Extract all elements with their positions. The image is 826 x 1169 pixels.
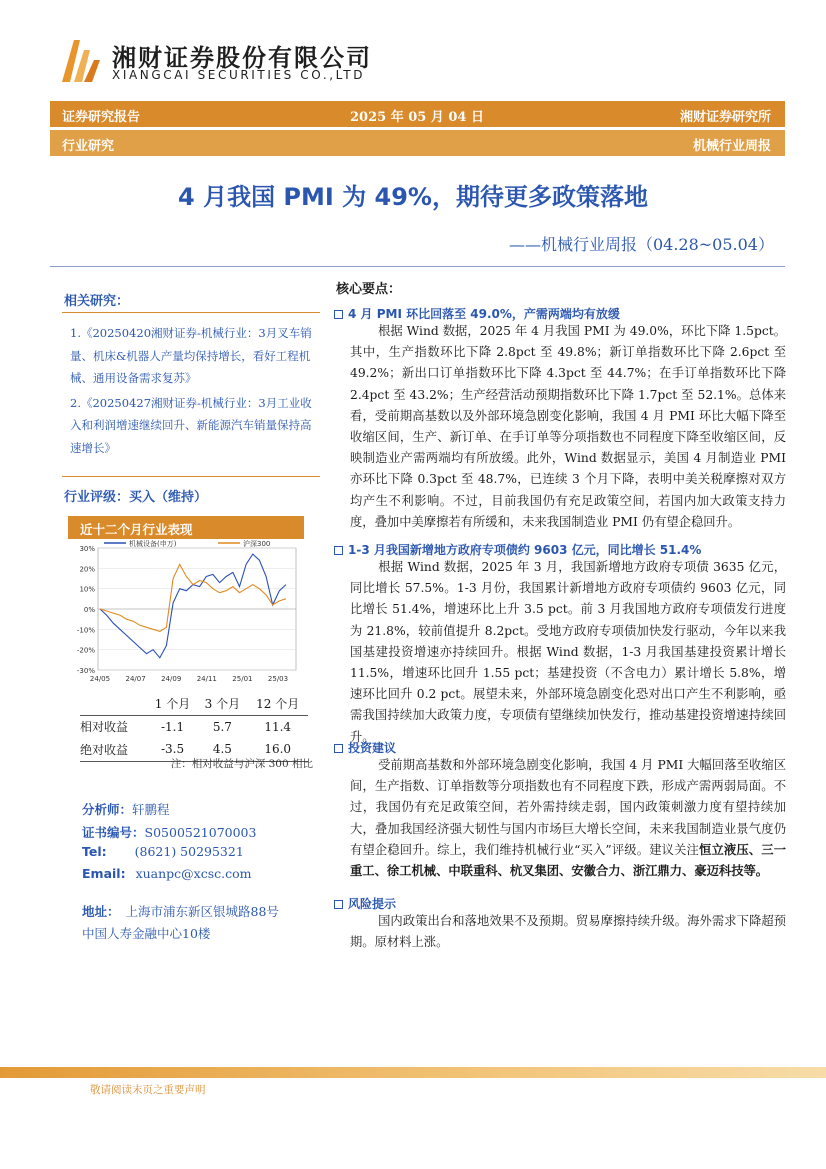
header-band-bottom [50, 130, 785, 156]
footer-disclaimer: 敬请阅读末页之重要声明 [90, 1084, 206, 1096]
chart-y-tick: 30% [79, 545, 95, 553]
report-date: 2025 年 05 月 04 日 [350, 110, 484, 125]
related-research-heading: 相关研究： [64, 294, 130, 309]
performance-chart [68, 540, 304, 688]
checkbox-bullet-icon [334, 744, 343, 753]
related-research-list [70, 322, 318, 461]
table-cell: -1.1 [160, 719, 185, 734]
table-cell: -3.5 [148, 738, 198, 761]
analyst-tel-label: Tel: [82, 844, 107, 859]
address-label: 地址： [82, 904, 120, 919]
chart-x-tick: 25/01 [232, 675, 253, 683]
key-points-heading: 核心要点： [336, 282, 402, 297]
page-subtitle: ——机械行业周报（04.28~05.04） [508, 235, 774, 254]
address-line-1: 上海市浦东新区银城路88号 [125, 904, 279, 919]
analyst-cert: S0500521070003 [144, 825, 257, 840]
analyst-tel-line [82, 844, 244, 859]
chart-y-tick: 10% [79, 585, 95, 594]
section-bond-body [350, 557, 786, 748]
chart-panel-title: 近十二个月行业表现 [68, 516, 304, 539]
recommended-stocks: 恒立液压、三一重工、徐工机械、中联重科、杭叉集团、安徽合力、浙江鼎力、豪迈科技等。 [350, 842, 786, 879]
company-name-en: XIANGCAI SECURITIES CO.,LTD [112, 68, 366, 82]
chart-y-tick: -10% [76, 626, 95, 635]
performance-note: 注：相对收益与沪深 300 相比 [170, 758, 313, 770]
institute-name: 湘财证券研究所 [679, 110, 771, 125]
checkbox-bullet-icon [334, 900, 343, 909]
address-line-2: 中国人寿金融中心10楼 [82, 926, 211, 941]
report-type: 证券研究报告 [62, 110, 141, 125]
section-pmi-title: 4 月 PMI 环比回落至 49.0%，产需两端均有放缓 [348, 307, 620, 321]
section-pmi-body [350, 321, 786, 533]
industry-rating: 行业评级：买入（维持） [64, 490, 208, 505]
related-item[interactable]: 1.《20250420湘财证券-机械行业：3月叉车销量、机床&机器人产量均保持增长，看好工程机械、通用设备需求复苏》 [70, 326, 312, 385]
table-cell: 11.4 [264, 719, 292, 734]
section-pmi-heading [334, 305, 620, 322]
chart-series-line [100, 554, 286, 658]
table-header-cell: 12 个月 [247, 692, 308, 715]
report-series: 机械行业周报 [692, 139, 771, 154]
chart-y-tick: 20% [79, 565, 95, 574]
section-risk-body [350, 911, 786, 953]
section-pmi-text: 根据 Wind 数据，2025 年 4 月我国 PMI 为 49.0%，环比下降 1.5pct。其中，生产指数环比下降 2.8pct 至 49.8%；新订单指数环比下降 2.6pct 至 49.2%；新出口订单指数环比下降 4.3pct 至 44.7%；在手订单指数环比下降 2.4pct 至 43.2%；生产经营活动预期指数环比下降 1.7pct 至 52.1%。总体来看，受前期高基数以及外部环境急剧变化影响，我国 4 月 PMI 环比大幅下降至收缩区间，生产、新订单、在手订单等分项指数也不同程度下降至收缩区间，反映制造业产需两端均有所放缓。此外，Wind 数据显示，美国 4 月制造业 PMI 亦环比下降 0.3pct 至 48.7%，已连续 3 个月下降，表明中美关税摩擦对双方均产生不利影响。不过，目前我国仍有充足政策空间，若国内加大政策支持力度，叠加中美摩擦若有所缓和，未来我国制造业 PMI 仍有望企稳回升。 [350, 324, 786, 529]
row-label: 绝对收益 [80, 738, 148, 761]
table-cell: 4.5 [197, 738, 247, 761]
section-bond-text: 根据 Wind 数据，2025 年 3 月，我国新增地方政府专项债 3635 亿元，同比增长 57.5%。1-3 月份，我国累计新增地方政府专项债约 9603 亿元，同比增长 51.4%，增速环比上升 3.5 pct。前 3 月我国地方政府专项债发行进度为 21.8%，较前值提升 8.2pct。受地方政府专项债加快发行驱动，今年以来我国基建投资增速亦持续回升。根据 Wind 数据，1-3 月我国基建投资累计增长 11.5%，增速环比回升 1.55 pct；基建投资（不含电力）累计增长 5.8%，增速环比回升 0.2 pct。展望未来，外部环境急剧变化恐对出口产生不利影响，亟需我国持续加大政策力度，专项债有望继续加快发行，推动基建投资增速持续回升。 [350, 560, 786, 744]
page-title: 4 月我国 PMI 为 49%，期待更多政策落地 [178, 183, 648, 211]
chart-x-tick: 24/09 [161, 675, 182, 683]
section-risk-heading [334, 895, 396, 912]
chart-series-line [100, 564, 286, 631]
report-category: 行业研究 [62, 139, 115, 154]
table-header-cell: 3 个月 [197, 692, 247, 715]
analyst-cert-line [82, 823, 256, 841]
section-advice-text: 受前期高基数和外部环境急剧变化影响，我国 4 月 PMI 大幅回落至收缩区间，生产指数、订单指数等分项指数也有不同程度下跌，形成产需两弱局面。不过，我国仍有充足政策空间，若外需持续走弱，国内政策刺激力度有望持续加大，叠加我国经济强大韧性与国内市场巨大增长空间，未来我国制造业景气度仍有望企稳回升。综上，我们维持机械行业“买入”评级。建议关注 [350, 758, 786, 857]
section-bond-heading [334, 541, 701, 558]
chart-x-tick: 24/11 [196, 675, 217, 683]
table-header-cell [80, 692, 148, 715]
checkbox-bullet-icon [334, 546, 343, 555]
section-advice-body [350, 755, 786, 882]
table-cell: 5.7 [212, 719, 232, 734]
title-divider [50, 266, 785, 267]
analyst-email[interactable]: xuanpc@xcsc.com [135, 866, 252, 881]
chart-x-tick: 25/03 [267, 675, 289, 683]
chart-y-tick-labels [77, 545, 95, 675]
table-cell: 16.0 [247, 738, 308, 761]
section-bond-title: 1-3 月我国新增地方政府专项债约 9603 亿元，同比增长 51.4% [348, 543, 702, 557]
section-risk-text: 国内政策出台和落地效果不及预期。贸易摩擦持续升级。海外需求下降超预期。原材料上涨。 [350, 914, 786, 950]
analyst-email-line [82, 866, 252, 881]
analyst-tel: (8621) 50295321 [134, 844, 244, 859]
chart-y-tick: -30% [76, 667, 95, 675]
chart-x-tick-labels [90, 675, 288, 683]
performance-table [80, 692, 308, 762]
section-advice-title: 投资建议 [348, 741, 397, 755]
checkbox-bullet-icon [334, 310, 343, 319]
legend-label: 沪深300 [243, 540, 271, 548]
chart-grid [98, 548, 296, 670]
legend-label: 机械设备(申万) [129, 540, 177, 548]
company-name-cn: 湘财证券股份有限公司 [112, 44, 372, 72]
chart-legend [104, 540, 270, 548]
address-block [82, 901, 322, 945]
chart-y-tick: -20% [76, 646, 95, 655]
chart-x-tick: 24/05 [89, 675, 111, 683]
table-header-row [80, 692, 308, 715]
chart-series-lines [100, 554, 286, 658]
section-risk-title: 风险提示 [348, 897, 397, 911]
header-band-top [50, 101, 785, 127]
chart-x-tick: 24/07 [125, 675, 146, 683]
section-advice-heading [334, 739, 396, 756]
analyst-name-line [82, 800, 170, 818]
analyst-name: 轩鹏程 [132, 802, 170, 817]
related-item[interactable]: 2.《20250427湘财证券-机械行业：3月工业收入和利润增速继续回升、新能源汽车销量保持高速增长》 [70, 395, 312, 455]
related-divider-top [62, 312, 320, 313]
analyst-email-label: Email: [82, 866, 126, 881]
footer-band [0, 1067, 826, 1078]
row-label: 相对收益 [80, 720, 129, 735]
analyst-name-label: 分析师： [82, 802, 133, 817]
related-divider-bottom [62, 476, 320, 477]
table-row [80, 715, 308, 738]
table-header-cell: 1 个月 [148, 692, 198, 715]
company-logo-icon [58, 34, 104, 86]
analyst-cert-label: 证书编号： [82, 825, 145, 840]
chart-y-tick: 0% [83, 606, 95, 614]
